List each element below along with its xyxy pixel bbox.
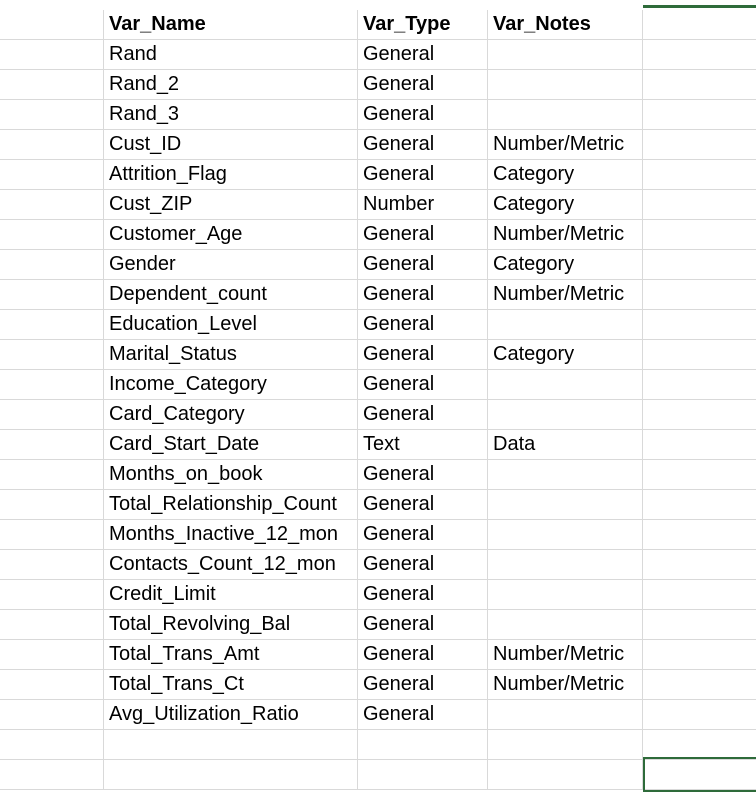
cell[interactable] (0, 670, 104, 699)
var-notes-cell[interactable]: Number/Metric (488, 220, 643, 249)
cell[interactable] (643, 430, 756, 459)
var-type-cell[interactable]: General (358, 670, 488, 699)
table-row (0, 250, 756, 280)
cell[interactable] (0, 130, 104, 159)
var-notes-cell[interactable]: Category (488, 160, 643, 189)
var-notes-cell[interactable]: Category (488, 250, 643, 279)
cell[interactable] (643, 580, 756, 609)
var-name-cell[interactable]: Total_Relationship_Count (104, 490, 358, 519)
var-name-cell[interactable]: Rand (104, 40, 358, 69)
var-name-cell[interactable]: Card_Category (104, 400, 358, 429)
table-row (0, 70, 756, 100)
table-row (0, 550, 756, 580)
cell[interactable] (0, 310, 104, 339)
var-notes-cell[interactable] (488, 610, 643, 639)
var-name-cell[interactable]: Contacts_Count_12_mon (104, 550, 358, 579)
var-notes-cell[interactable] (488, 400, 643, 429)
cell[interactable] (0, 610, 104, 639)
header-row (0, 10, 756, 40)
var-name-cell[interactable]: Card_Start_Date (104, 430, 358, 459)
cell[interactable] (0, 10, 104, 39)
cell[interactable] (643, 340, 756, 369)
table-row (0, 130, 756, 160)
table-row (0, 160, 756, 190)
cell[interactable] (0, 520, 104, 549)
cell[interactable] (643, 70, 756, 99)
var-name-cell[interactable]: Total_Trans_Ct (104, 670, 358, 699)
cell[interactable] (0, 340, 104, 369)
var-type-cell[interactable]: General (358, 160, 488, 189)
var-name-cell[interactable]: Total_Trans_Amt (104, 640, 358, 669)
var-name-cell[interactable]: Cust_ID (104, 130, 358, 159)
var-name-cell[interactable]: Months_Inactive_12_mon (104, 520, 358, 549)
var-name-cell[interactable]: Customer_Age (104, 220, 358, 249)
var-name-cell[interactable]: Education_Level (104, 310, 358, 339)
var-type-cell[interactable]: General (358, 310, 488, 339)
column-header-var-name[interactable]: Var_Name (104, 10, 358, 39)
var-name-cell[interactable]: Rand_2 (104, 70, 358, 99)
var-name-cell[interactable] (104, 730, 358, 759)
var-name-cell[interactable]: Cust_ZIP (104, 190, 358, 219)
selected-cell-border (643, 5, 756, 8)
cell[interactable] (0, 400, 104, 429)
var-notes-cell[interactable]: Number/Metric (488, 670, 643, 699)
var-name-cell[interactable]: Avg_Utilization_Ratio (104, 700, 358, 729)
cell[interactable] (643, 10, 756, 39)
var-type-cell[interactable]: General (358, 700, 488, 729)
var-type-cell[interactable]: General (358, 70, 488, 99)
cell[interactable] (643, 550, 756, 579)
var-notes-cell[interactable] (488, 520, 643, 549)
table-row (0, 490, 756, 520)
table-row (0, 280, 756, 310)
var-notes-cell[interactable] (488, 70, 643, 99)
table-row (0, 670, 756, 700)
var-type-cell[interactable]: General (358, 520, 488, 549)
var-type-cell[interactable] (358, 730, 488, 759)
table-row (0, 430, 756, 460)
var-notes-cell[interactable]: Number/Metric (488, 280, 643, 309)
cell[interactable] (0, 220, 104, 249)
var-name-cell[interactable]: Dependent_count (104, 280, 358, 309)
var-notes-cell[interactable] (488, 550, 643, 579)
var-name-cell[interactable]: Gender (104, 250, 358, 279)
var-notes-cell[interactable] (488, 460, 643, 489)
var-type-cell[interactable]: General (358, 490, 488, 519)
var-name-cell[interactable]: Months_on_book (104, 460, 358, 489)
var-type-cell[interactable]: General (358, 550, 488, 579)
var-type-cell[interactable] (358, 760, 488, 789)
cell[interactable] (643, 370, 756, 399)
active-cell[interactable] (643, 757, 756, 792)
cell[interactable] (643, 460, 756, 489)
table-row (0, 400, 756, 430)
var-notes-cell[interactable] (488, 760, 643, 789)
var-notes-cell[interactable] (488, 580, 643, 609)
cell[interactable] (643, 220, 756, 249)
table-row (0, 640, 756, 670)
var-notes-cell[interactable] (488, 40, 643, 69)
cell[interactable] (643, 700, 756, 729)
var-name-cell[interactable]: Credit_Limit (104, 580, 358, 609)
table-row (0, 370, 756, 400)
column-header-var-notes[interactable]: Var_Notes (488, 10, 643, 39)
var-name-cell[interactable]: Attrition_Flag (104, 160, 358, 189)
cell[interactable] (0, 190, 104, 219)
var-notes-cell[interactable] (488, 100, 643, 129)
table-row (0, 580, 756, 610)
cell[interactable] (0, 760, 104, 789)
cell[interactable] (0, 370, 104, 399)
var-name-cell[interactable]: Marital_Status (104, 340, 358, 369)
table-row (0, 190, 756, 220)
cell[interactable] (0, 100, 104, 129)
table-row (0, 730, 756, 760)
cell[interactable] (0, 700, 104, 729)
cell[interactable] (643, 670, 756, 699)
var-type-cell[interactable]: General (358, 460, 488, 489)
cell[interactable] (0, 430, 104, 459)
cell[interactable] (643, 490, 756, 519)
cell[interactable] (0, 40, 104, 69)
var-notes-cell[interactable] (488, 730, 643, 759)
cell[interactable] (0, 70, 104, 99)
table-row (0, 610, 756, 640)
var-notes-cell[interactable] (488, 310, 643, 339)
table-row (0, 460, 756, 490)
var-notes-cell[interactable] (488, 370, 643, 399)
var-type-cell[interactable]: Number (358, 190, 488, 219)
var-notes-cell[interactable]: Data (488, 430, 643, 459)
var-type-cell[interactable]: General (358, 100, 488, 129)
table-row (0, 520, 756, 550)
var-notes-cell[interactable]: Category (488, 190, 643, 219)
var-name-cell[interactable] (104, 760, 358, 789)
cell[interactable] (643, 640, 756, 669)
var-name-cell[interactable]: Rand_3 (104, 100, 358, 129)
cell[interactable] (0, 490, 104, 519)
cell[interactable] (643, 190, 756, 219)
var-type-cell[interactable]: General (358, 370, 488, 399)
cell[interactable] (643, 100, 756, 129)
cell[interactable] (0, 730, 104, 759)
cell[interactable] (643, 730, 756, 759)
table-row (0, 220, 756, 250)
cell[interactable] (0, 160, 104, 189)
table-row (0, 310, 756, 340)
var-notes-cell[interactable]: Number/Metric (488, 640, 643, 669)
cell[interactable] (0, 550, 104, 579)
var-type-cell[interactable]: General (358, 610, 488, 639)
table-row (0, 700, 756, 730)
var-type-cell[interactable]: General (358, 400, 488, 429)
var-type-cell[interactable]: General (358, 280, 488, 309)
cell[interactable] (643, 250, 756, 279)
cell[interactable] (0, 250, 104, 279)
cell[interactable] (643, 310, 756, 339)
cell[interactable] (643, 160, 756, 189)
cell[interactable] (0, 280, 104, 309)
cell[interactable] (643, 280, 756, 309)
table-row (0, 40, 756, 70)
var-type-cell[interactable]: General (358, 640, 488, 669)
column-header-var-type[interactable]: Var_Type (358, 10, 488, 39)
cell[interactable] (0, 640, 104, 669)
cell[interactable] (0, 460, 104, 489)
cell[interactable] (643, 40, 756, 69)
table-row (0, 100, 756, 130)
var-notes-cell[interactable] (488, 490, 643, 519)
var-type-cell[interactable]: General (358, 220, 488, 249)
var-type-cell[interactable]: General (358, 580, 488, 609)
var-name-cell[interactable]: Income_Category (104, 370, 358, 399)
cell[interactable] (643, 130, 756, 159)
var-name-cell[interactable]: Total_Revolving_Bal (104, 610, 358, 639)
cell[interactable] (643, 520, 756, 549)
cell[interactable] (0, 580, 104, 609)
cell[interactable] (643, 400, 756, 429)
table-row (0, 340, 756, 370)
var-type-cell[interactable]: General (358, 130, 488, 159)
var-type-cell[interactable]: General (358, 250, 488, 279)
var-type-cell[interactable]: General (358, 340, 488, 369)
var-type-cell[interactable]: General (358, 40, 488, 69)
var-type-cell[interactable]: Text (358, 430, 488, 459)
cell[interactable] (643, 610, 756, 639)
var-notes-cell[interactable]: Number/Metric (488, 130, 643, 159)
var-notes-cell[interactable] (488, 700, 643, 729)
var-notes-cell[interactable]: Category (488, 340, 643, 369)
